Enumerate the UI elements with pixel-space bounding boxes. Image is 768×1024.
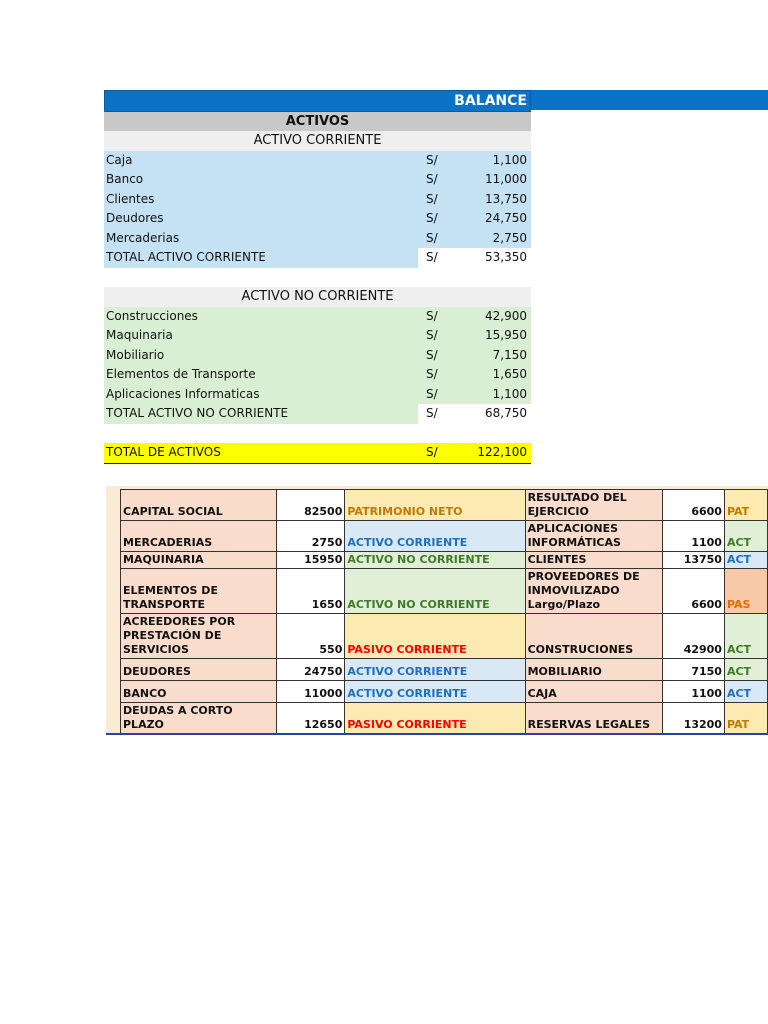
row-value: 1,100: [492, 386, 527, 401]
row-label: Mercaderias: [106, 230, 180, 245]
classification-row[interactable]: [121, 681, 768, 703]
row-currency: S/: [426, 152, 438, 167]
row-label: Deudores: [106, 211, 164, 225]
account-name-cell[interactable]: CAJA: [525, 681, 662, 703]
row-currency: S/: [426, 406, 438, 420]
row-value: 1,100: [492, 152, 527, 167]
row-currency: S/: [426, 386, 438, 401]
row-currency: S/: [426, 191, 438, 206]
balance-row[interactable]: [104, 365, 531, 385]
row-label: TOTAL ACTIVO NO CORRIENTE: [106, 406, 289, 420]
amount-cell[interactable]: 15950: [277, 552, 345, 569]
balance-row[interactable]: [104, 307, 531, 327]
activos-heading: ACTIVOS: [104, 112, 531, 131]
amount-cell[interactable]: 13750: [662, 552, 724, 569]
amount-cell[interactable]: 550: [277, 614, 345, 659]
balance-row[interactable]: [104, 151, 531, 171]
classification-row[interactable]: [121, 490, 768, 521]
account-name-cell[interactable]: APLICACIONES INFORMÁTICAS: [525, 521, 662, 552]
account-name-cell[interactable]: MAQUINARIA: [121, 552, 277, 569]
account-name-cell[interactable]: ELEMENTOS DE TRANSPORTE: [121, 569, 277, 614]
row-currency: S/: [426, 230, 438, 245]
row-currency: S/: [426, 211, 438, 225]
classification-row[interactable]: [121, 614, 768, 659]
row-label: TOTAL DE ACTIVOS: [106, 445, 221, 459]
total-activos-row[interactable]: [104, 443, 531, 464]
account-name-cell[interactable]: MOBILIARIO: [525, 659, 662, 681]
classification-cell[interactable]: ACT: [724, 681, 767, 703]
balance-row[interactable]: [104, 385, 531, 405]
classification-cell[interactable]: PATRIMONIO NETO: [345, 490, 525, 521]
header-bar-extension: [531, 90, 768, 110]
row-currency: S/: [426, 367, 438, 381]
amount-cell[interactable]: 1100: [662, 521, 724, 552]
classification-cell[interactable]: PASIVO CORRIENTE: [345, 614, 525, 659]
activo-corriente-heading: ACTIVO CORRIENTE: [104, 131, 531, 151]
row-label: Elementos de Transporte: [106, 367, 256, 381]
row-label: Clientes: [106, 191, 155, 206]
classification-cell[interactable]: ACT: [724, 521, 767, 552]
amount-cell[interactable]: 6600: [662, 569, 724, 614]
balance-row[interactable]: [104, 346, 531, 366]
amount-cell[interactable]: 12650: [277, 703, 345, 734]
classification-cell[interactable]: ACTIVO CORRIENTE: [345, 521, 525, 552]
balance-sheet: [104, 90, 531, 464]
row-label: Banco: [106, 172, 144, 186]
classification-cell[interactable]: ACTIVO CORRIENTE: [345, 659, 525, 681]
account-name-cell[interactable]: DEUDAS A CORTO PLAZO: [121, 703, 277, 734]
row-value: 11,000: [485, 172, 527, 186]
classification-row[interactable]: [121, 703, 768, 734]
account-name-cell[interactable]: CLIENTES: [525, 552, 662, 569]
classification-grid: [120, 489, 768, 734]
row-value: 15,950: [485, 328, 527, 342]
account-name-cell[interactable]: PROVEEDORES DE INMOVILIZADO Largo/Plazo: [525, 569, 662, 614]
row-label: Maquinaria: [106, 328, 173, 342]
classification-cell[interactable]: ACT: [724, 552, 767, 569]
classification-cell[interactable]: PAS: [724, 569, 767, 614]
row-currency: S/: [426, 328, 438, 342]
classification-row[interactable]: [121, 659, 768, 681]
amount-cell[interactable]: 1650: [277, 569, 345, 614]
balance-title: BALANCE: [454, 93, 527, 109]
amount-cell[interactable]: 13200: [662, 703, 724, 734]
amount-cell[interactable]: 7150: [662, 659, 724, 681]
balance-row[interactable]: [104, 190, 531, 210]
total-activo-no-corriente-row[interactable]: [104, 404, 531, 424]
amount-cell[interactable]: 42900: [662, 614, 724, 659]
row-value: 42,900: [485, 308, 527, 323]
classification-cell[interactable]: ACT: [724, 614, 767, 659]
classification-cell[interactable]: PAT: [724, 703, 767, 734]
row-value: 13,750: [485, 191, 527, 206]
account-name-cell[interactable]: MERCADERIAS: [121, 521, 277, 552]
row-currency: S/: [426, 445, 438, 459]
account-name-cell[interactable]: CAPITAL SOCIAL: [121, 490, 277, 521]
classification-row[interactable]: [121, 569, 768, 614]
row-label: Construcciones: [106, 308, 198, 323]
row-label: Caja: [106, 152, 133, 167]
account-name-cell[interactable]: RESERVAS LEGALES: [525, 703, 662, 734]
balance-title-row: [104, 90, 531, 112]
classification-cell[interactable]: ACTIVO NO CORRIENTE: [345, 569, 525, 614]
row-value: 1,650: [492, 367, 527, 381]
amount-cell[interactable]: 6600: [662, 490, 724, 521]
balance-row[interactable]: [104, 209, 531, 229]
balance-row[interactable]: [104, 170, 531, 190]
amount-cell[interactable]: 82500: [277, 490, 345, 521]
row-value: 122,100: [477, 445, 527, 459]
amount-cell[interactable]: 2750: [277, 521, 345, 552]
classification-cell[interactable]: ACTIVO CORRIENTE: [345, 681, 525, 703]
spacer-row: [104, 268, 531, 288]
row-value: 53,350: [485, 250, 527, 264]
row-value: 7,150: [492, 347, 527, 362]
classification-cell[interactable]: ACT: [724, 659, 767, 681]
account-name-cell[interactable]: BANCO: [121, 681, 277, 703]
row-currency: S/: [426, 308, 438, 323]
amount-cell[interactable]: 1100: [662, 681, 724, 703]
account-name-cell[interactable]: ACREEDORES POR PRESTACIÓN DE SERVICIOS: [121, 614, 277, 659]
row-currency: S/: [426, 250, 438, 264]
amount-cell[interactable]: 24750: [277, 659, 345, 681]
classification-cell[interactable]: PASIVO CORRIENTE: [345, 703, 525, 734]
row-currency: S/: [426, 347, 438, 362]
amount-cell[interactable]: 11000: [277, 681, 345, 703]
balance-row[interactable]: [104, 229, 531, 249]
account-name-cell[interactable]: RESULTADO DEL EJERCICIO: [525, 490, 662, 521]
spacer-row: [104, 424, 531, 444]
row-label: Mobiliario: [106, 347, 165, 362]
account-name-cell[interactable]: DEUDORES: [121, 659, 277, 681]
row-label: Aplicaciones Informaticas: [106, 386, 260, 401]
classification-cell[interactable]: ACTIVO NO CORRIENTE: [345, 552, 525, 569]
row-value: 68,750: [485, 406, 527, 420]
balance-row[interactable]: [104, 326, 531, 346]
classification-row[interactable]: [121, 521, 768, 552]
row-value: 24,750: [485, 211, 527, 225]
activo-no-corriente-heading: ACTIVO NO CORRIENTE: [104, 287, 531, 307]
classification-cell[interactable]: PAT: [724, 490, 767, 521]
classification-row[interactable]: [121, 552, 768, 569]
row-label: TOTAL ACTIVO CORRIENTE: [106, 250, 266, 264]
classification-table: [106, 486, 768, 735]
row-currency: S/: [426, 172, 438, 186]
account-name-cell[interactable]: CONSTRUCIONES: [525, 614, 662, 659]
row-value: 2,750: [492, 230, 527, 245]
total-activo-corriente-row[interactable]: [104, 248, 531, 268]
